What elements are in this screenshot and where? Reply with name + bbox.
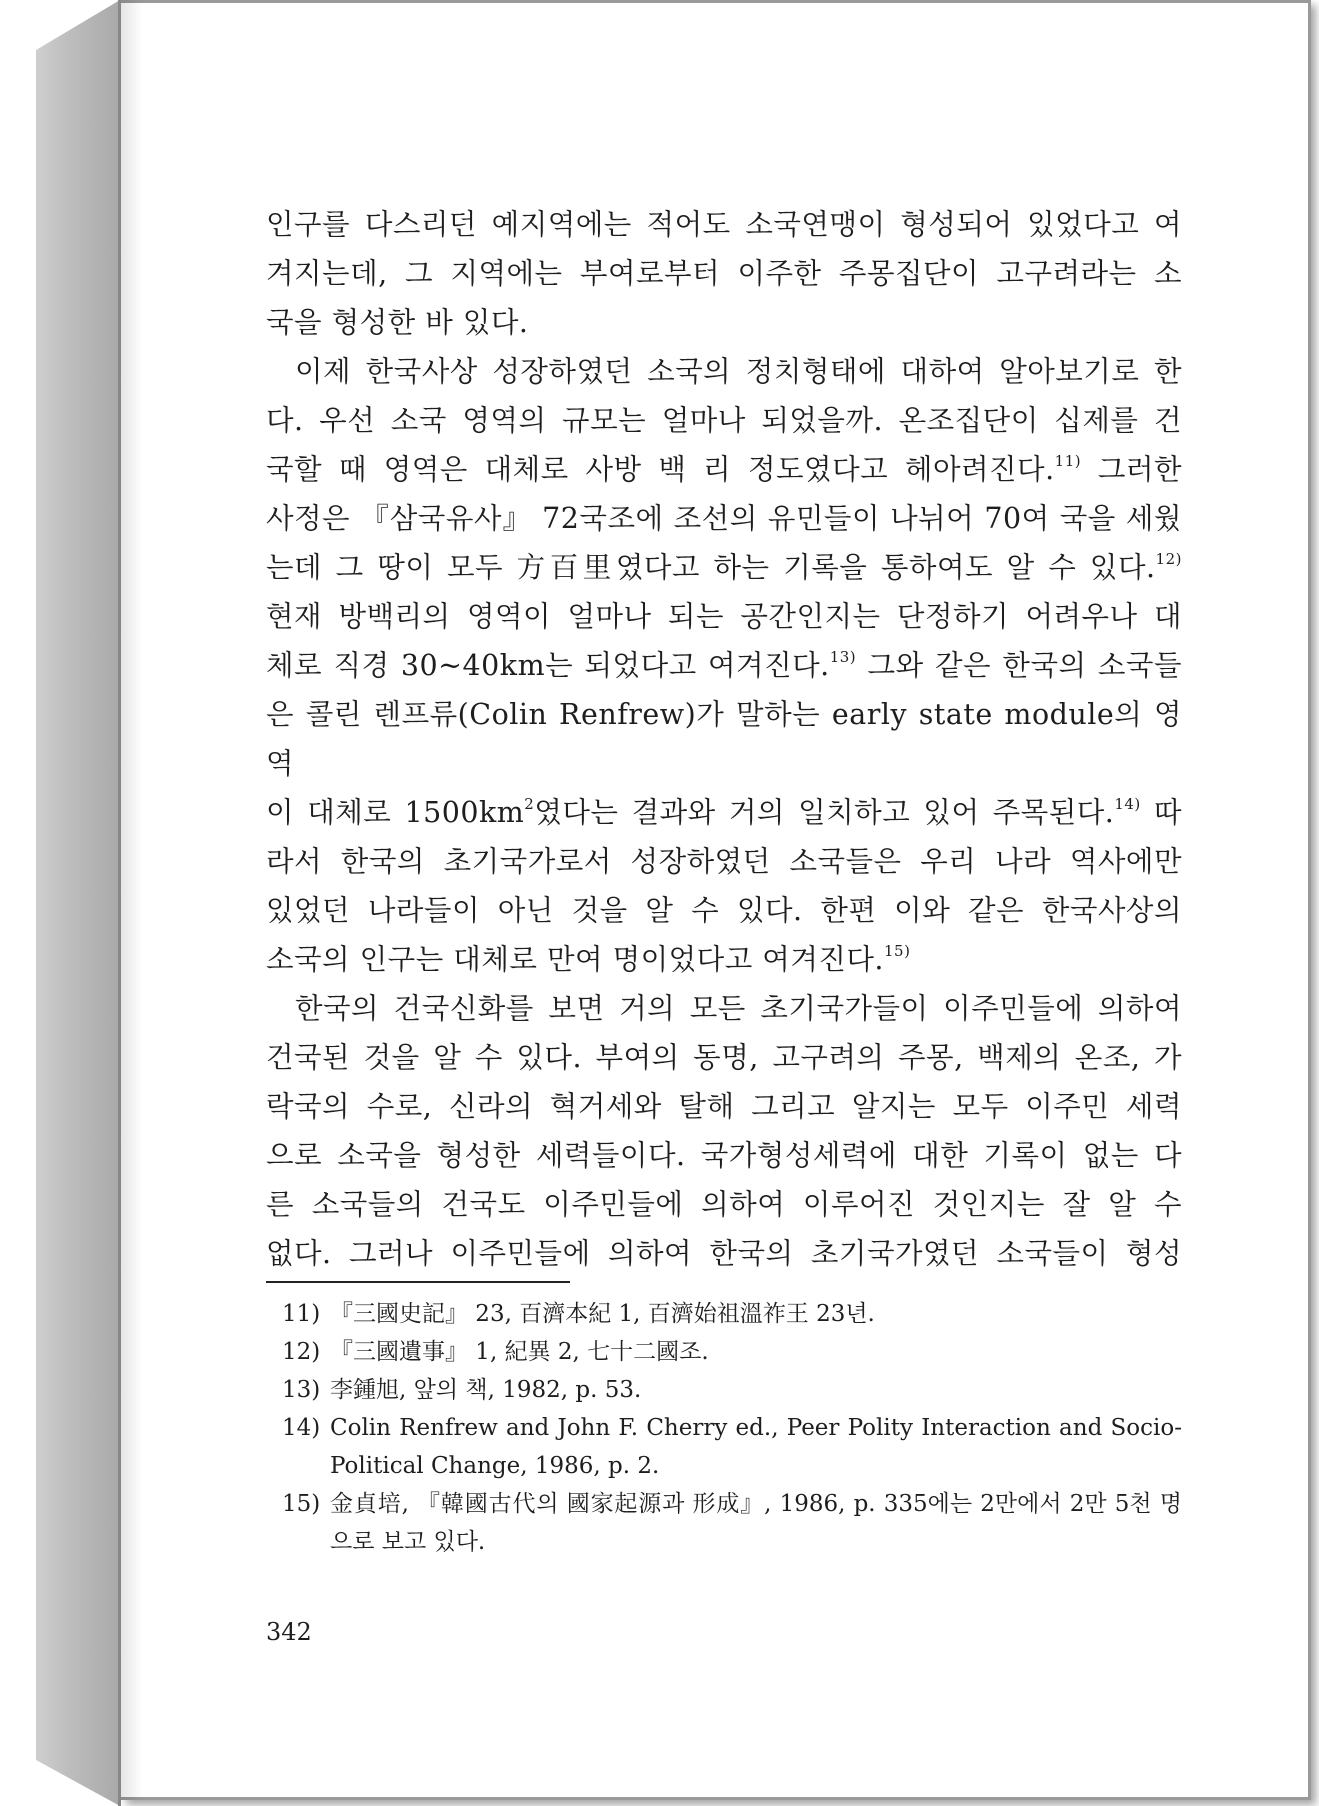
footnote-14	[282, 1409, 1182, 1485]
line-text: 였다는 결과와 거의 일치하고 있어 주목된다.	[534, 796, 1115, 829]
paragraph-line	[266, 935, 1182, 984]
paragraph-line: 른 소국들의 건국도 이주민들에 의하여 이루어진 것인지는 잘 알 수	[266, 1188, 1182, 1221]
book-spine	[36, 0, 120, 1806]
superscript-2: 2	[524, 795, 535, 813]
page-number: 342	[266, 1618, 312, 1646]
line-text: 국할 때 영역은 대체로 사방 백 리 정도였다고 헤아려진다.	[266, 453, 1055, 486]
paragraph-line	[266, 641, 1182, 690]
line-text: 그러한	[1081, 453, 1182, 486]
line-text: 이 대체로 1500km	[266, 796, 525, 829]
paragraph-line: 있었던 나라들이 아닌 것을 알 수 있다. 한편 이와 같은 한국사상의	[266, 894, 1182, 927]
footnote-number: 12)	[282, 1339, 321, 1365]
paragraph-line: 락국의 수로, 신라의 혁거세와 탈해 그리고 알지는 모두 이주민 세력	[266, 1090, 1182, 1123]
footnote-text: 李鍾旭, 앞의 책, 1982, p. 53.	[330, 1377, 642, 1403]
footnote-divider	[266, 1281, 570, 1283]
footnote-ref-13[interactable]: 13)	[829, 648, 857, 666]
line-text: 는데 그 땅이 모두 方百里였다고 하는 기록을 통하여도 알 수 있다.	[266, 551, 1156, 584]
paragraph-line: 건국된 것을 알 수 있다. 부여의 동명, 고구려의 주몽, 백제의 온조, 가	[266, 1041, 1182, 1074]
footnote-ref-15[interactable]: 15)	[883, 942, 911, 960]
footnote-13	[282, 1371, 1182, 1409]
footnote-text: 金貞培, 『韓國古代의 國家起源과 形成』, 1986, p. 335에는 2만에서 2만 5천 명으로 보고 있다.	[330, 1491, 1182, 1555]
paragraph-line: 라서 한국의 초기국가로서 성장하였던 소국들은 우리 나라 역사에만	[266, 845, 1182, 878]
paragraph-line: 사정은 『삼국유사』 72국조에 조선의 유민들이 나뉘어 70여 국을 세웠	[266, 502, 1182, 535]
footnote-15	[282, 1485, 1182, 1561]
paragraph-line: 인구를 다스리던 예지역에는 적어도 소국연맹이 형성되어 있었다고 여	[266, 208, 1182, 241]
body-text	[266, 200, 1182, 1278]
line-text: 따	[1140, 796, 1182, 829]
paragraph-line: 국을 형성한 바 있다.	[266, 306, 529, 339]
page-gutter-shade	[121, 0, 143, 1800]
footnote-11	[282, 1295, 1182, 1333]
footnote-number: 13)	[282, 1377, 321, 1403]
footnote-ref-14[interactable]: 14)	[1114, 795, 1141, 813]
paragraph-line	[266, 543, 1182, 592]
paragraph-line	[266, 445, 1182, 494]
paragraph-line: 없다. 그러나 이주민들에 의하여 한국의 초기국가였던 소국들이 형성	[266, 1237, 1182, 1270]
line-text: 그와 같은 한국의 소국들	[856, 649, 1182, 682]
footnote-12	[282, 1333, 1182, 1371]
footnote-text: Colin Renfrew and John F. Cherry ed., Peer Polity Interaction and Socio-Political Change, 1986, p. 2.	[330, 1415, 1182, 1479]
paragraph-line: 현재 방백리의 영역이 얼마나 되는 공간인지는 단정하기 어려우나 대	[266, 600, 1182, 633]
footnote-number: 15)	[282, 1491, 321, 1517]
paragraph-line: 으로 소국을 형성한 세력들이다. 국가형성세력에 대한 기록이 없는 다	[266, 1139, 1182, 1172]
line-text: 체로 직경 30~40km는 되었다고 여겨진다.	[266, 649, 830, 682]
footnote-number: 14)	[282, 1415, 321, 1441]
paragraph-line	[266, 788, 1182, 837]
footnote-ref-11[interactable]: 11)	[1054, 452, 1082, 470]
paragraph-line: 이제 한국사상 성장하였던 소국의 정치형태에 대하여 알아보기로 한	[295, 355, 1182, 388]
line-text: 소국의 인구는 대체로 만여 명이었다고 여겨진다.	[266, 943, 884, 976]
paragraph-line: 한국의 건국신화를 보면 거의 모든 초기국가들이 이주민들에 의하여	[295, 992, 1182, 1025]
paragraph-line: 겨지는데, 그 지역에는 부여로부터 이주한 주몽집단이 고구려라는 소	[266, 257, 1182, 290]
paragraph-line: 다. 우선 소국 영역의 규모는 얼마나 되었을까. 온조집단이 십제를 건	[266, 404, 1182, 437]
paragraph-line: 은 콜린 렌프류(Colin Renfrew)가 말하는 early state module의 영역	[266, 698, 1182, 780]
footnote-text: 『三國遺事』 1, 紀異 2, 七十二國조.	[330, 1339, 709, 1365]
footnote-ref-12[interactable]: 12)	[1155, 550, 1182, 568]
footnotes	[282, 1295, 1182, 1561]
footnote-text: 『三國史記』 23, 百濟本紀 1, 百濟始祖溫祚王 23년.	[330, 1301, 875, 1327]
footnote-number: 11)	[282, 1301, 321, 1327]
